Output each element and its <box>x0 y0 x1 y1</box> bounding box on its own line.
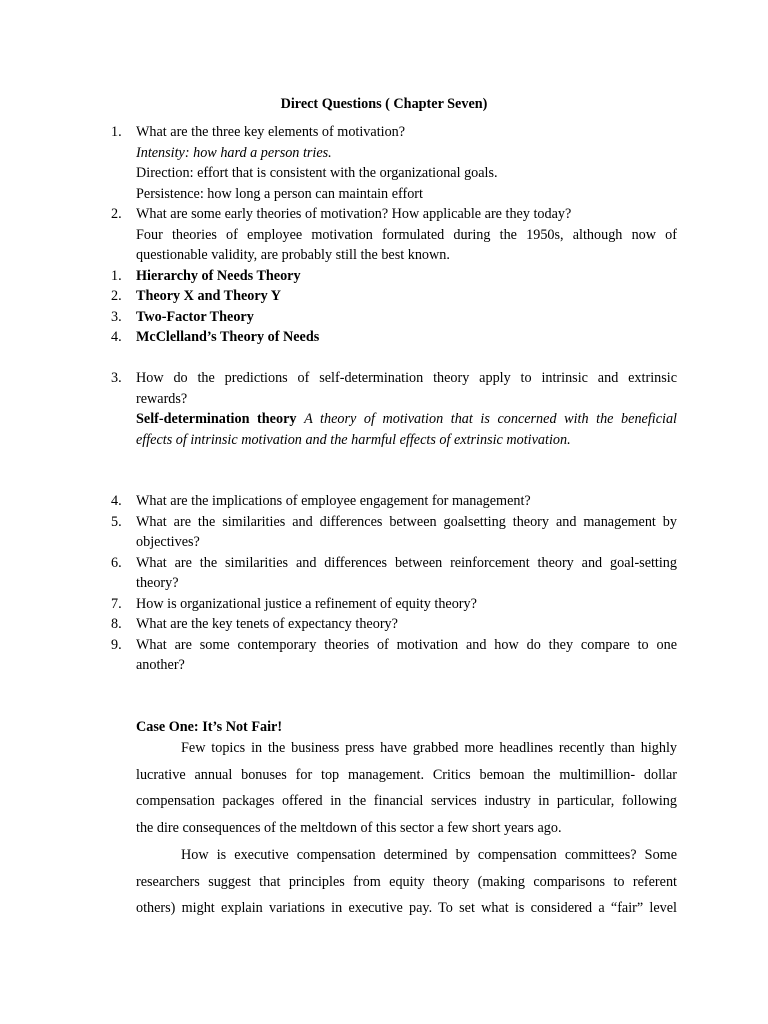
answer-line <box>0 225 768 246</box>
definition-term: Self-determination theory <box>136 411 297 427</box>
theory-item <box>0 307 768 328</box>
question-text: What are the implications of employee engagement for management? <box>136 493 531 509</box>
list-item <box>0 635 768 656</box>
list-item-continued <box>0 532 768 553</box>
paragraph-line: others) might explain variations in executive pay. To set what is considered a “fair” level <box>136 900 677 917</box>
answer-persistence: Persistence: how long a person can maintain effort <box>136 185 423 202</box>
list-item <box>0 491 768 512</box>
case-title: Case One: It’s Not Fair! <box>136 719 283 735</box>
question-text: rewards? <box>136 390 188 407</box>
list-number: 3. <box>111 308 122 325</box>
list-item <box>0 204 768 225</box>
question-text: theory? <box>136 575 179 591</box>
questions-block-bottom <box>0 491 768 676</box>
list-number: 8. <box>111 616 122 632</box>
definition-text: A theory of motivation that is concerned with the beneficial <box>304 411 677 427</box>
question-text: objectives? <box>136 534 200 550</box>
question-text: What are the key tenets of expectancy theory? <box>136 616 398 632</box>
list-number: 6. <box>111 554 122 571</box>
theory-item <box>0 286 768 307</box>
theory-label: McClelland’s Theory of Needs <box>136 329 320 345</box>
answer-text: Four theories of employee motivation formulated during the 1950s, although now of <box>136 226 677 243</box>
page-title: Direct Questions ( Chapter Seven) <box>280 96 488 112</box>
list-number: 4. <box>111 493 122 509</box>
question-text: What are the three key elements of motivation? <box>136 124 406 140</box>
list-number: 1. <box>111 124 122 140</box>
theory-item <box>0 327 768 348</box>
question-3-block <box>0 368 768 450</box>
case-paragraph-1 <box>136 735 677 842</box>
paragraph-line: How is executive compensation determined by compensation committees? Some <box>181 847 677 863</box>
list-item-continued <box>0 655 768 676</box>
case-paragraph-2 <box>136 842 677 922</box>
definition-text: effects of intrinsic motivation and the harmful effects of extrinsic motivation. <box>136 431 571 448</box>
questions-block-top <box>0 122 768 348</box>
list-number: 3. <box>111 370 122 386</box>
list-number: 7. <box>111 595 122 612</box>
paragraph-line: compensation packages offered in the financial services industry in particular, following <box>136 793 677 810</box>
list-number: 1. <box>111 267 122 284</box>
theory-label: Hierarchy of Needs Theory <box>136 267 301 284</box>
answer-direction: Direction: effort that is consistent with the organizational goals. <box>136 165 498 181</box>
list-number: 2. <box>111 288 122 304</box>
answer-line <box>0 163 768 184</box>
answer-line <box>0 245 768 266</box>
theory-label: Two-Factor Theory <box>136 308 254 325</box>
list-item-continued <box>0 389 768 410</box>
list-item-continued <box>0 573 768 594</box>
list-number: 2. <box>111 206 122 222</box>
paragraph-line: Few topics in the business press have grabbed more headlines recently than highly <box>181 740 677 756</box>
list-item <box>0 614 768 635</box>
definition <box>136 409 677 430</box>
question-text: What are the similarities and differences between reinforcement theory and goal-setting <box>136 554 677 571</box>
definition-line <box>0 409 768 430</box>
question-text: What are the similarities and differences between goalsetting theory and management by <box>136 513 677 530</box>
list-number: 4. <box>111 329 122 345</box>
list-item <box>0 594 768 615</box>
answer-intensity: Intensity: how hard a person tries. <box>136 144 332 161</box>
theory-item <box>0 266 768 287</box>
list-item <box>0 368 768 389</box>
list-item <box>0 553 768 574</box>
theory-label: Theory X and Theory Y <box>136 288 282 304</box>
paragraph-line: researchers suggest that principles from equity theory (making comparisons to referent <box>136 873 677 890</box>
list-number: 9. <box>111 636 122 653</box>
list-item <box>0 122 768 143</box>
question-text: How do the predictions of self-determination theory apply to intrinsic and extrinsic <box>136 370 677 386</box>
answer-line <box>0 143 768 164</box>
answer-text: questionable validity, are probably still the best known. <box>136 247 450 263</box>
definition-line <box>0 430 768 451</box>
list-number: 5. <box>111 513 122 530</box>
question-text: another? <box>136 657 185 673</box>
list-item <box>0 512 768 533</box>
paragraph-line: lucrative annual bonuses for top management. Critics bemoan the multimillion- dollar <box>136 766 677 783</box>
question-text: What are some early theories of motivation? How applicable are they today? <box>136 206 572 222</box>
question-text: How is organizational justice a refinement of equity theory? <box>136 595 477 612</box>
paragraph-line: the dire consequences of the meltdown of this sector a few short years ago. <box>136 820 562 837</box>
answer-line <box>0 184 768 205</box>
question-text: What are some contemporary theories of motivation and how do they compare to one <box>136 636 677 653</box>
